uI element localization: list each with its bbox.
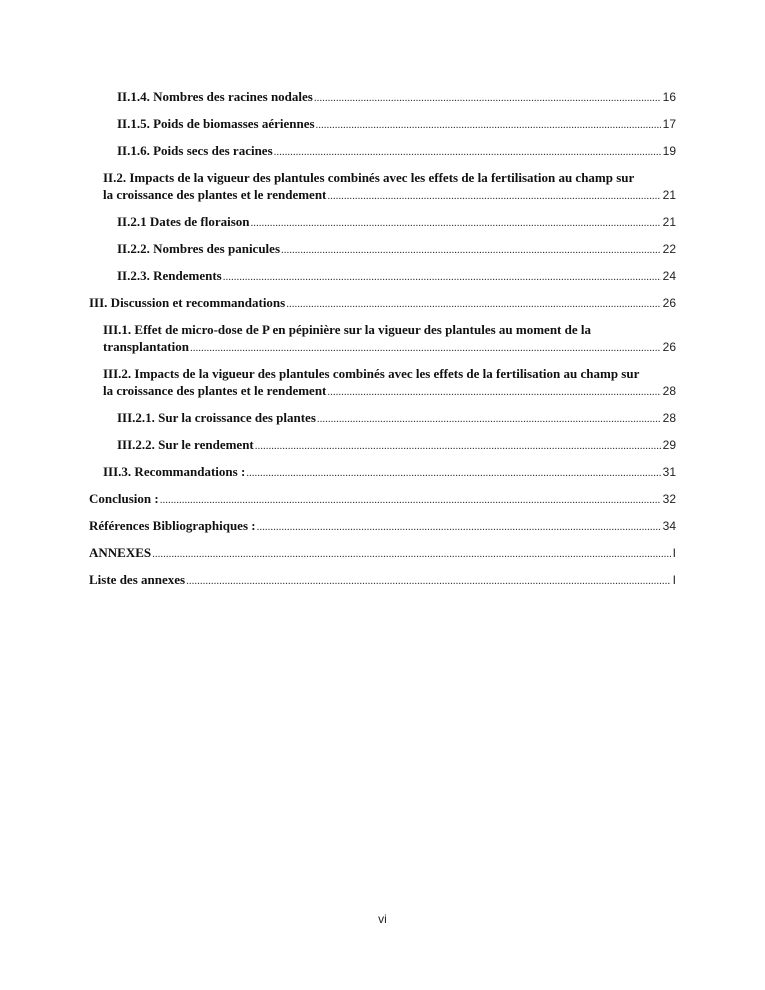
toc-entry[interactable] [89,436,676,455]
dot-leader [160,492,661,509]
toc-entry[interactable] [89,88,676,107]
dot-leader [317,411,661,428]
toc-entry-title: Conclusion : [89,491,159,506]
toc-entry-page: 26 [662,296,676,310]
toc-entry-page: 31 [662,465,676,479]
toc-entry-title: II.1.6. Poids secs des racines [117,143,273,158]
toc-entry[interactable] [89,240,676,259]
toc-entry-title: II.1.5. Poids de biomasses aériennes [117,116,315,131]
toc-entry-title: III.3. Recommandations : [103,464,246,479]
toc-entry-title: Liste des annexes [89,572,186,587]
toc-entry[interactable] [89,490,676,509]
toc-entry-page: 22 [662,242,676,256]
toc-entry-title: II.2.1 Dates de floraison [117,214,250,229]
toc-entry-page: 21 [662,188,676,202]
dot-leader [190,340,661,357]
dot-leader [286,296,660,313]
dot-leader [251,215,661,232]
dot-leader [327,384,660,401]
toc-entry-page: 28 [662,411,676,425]
toc-entry-title: II.2. Impacts de la vigueur des plantules combinés avec les effets de la fertilisation au champ sur [103,170,635,185]
dot-leader [274,144,661,161]
toc-entry-page: 32 [662,492,676,506]
dot-leader [257,519,661,536]
toc-entry[interactable] [89,294,676,313]
toc-entry[interactable] [89,571,676,590]
toc-entry[interactable] [89,169,676,205]
toc-entry[interactable] [89,142,676,161]
toc-entry-page: 19 [662,144,676,158]
toc-entry-title: III.2.1. Sur la croissance des plantes [117,410,316,425]
toc-entry-page: I [672,573,676,587]
toc-entry-title: III. Discussion et recommandations [89,295,286,310]
toc-entry-page: I [672,546,676,560]
toc-entry-title: III.2.2. Sur le rendement [117,437,254,452]
toc-entry[interactable] [89,544,676,563]
dot-leader [316,117,661,134]
toc-entry[interactable] [89,321,676,357]
toc-entry-title: III.1. Effet de micro-dose de P en pépinière sur la vigueur des plantules au moment de la [103,322,591,337]
dot-leader [186,573,671,590]
toc-entry-title-continued: la croissance des plantes et le rendement [103,383,327,398]
toc-entry-page: 17 [662,117,676,131]
toc-entry-page: 26 [662,340,676,354]
dot-leader [327,188,660,205]
toc-entry-title: ANNEXES [89,545,152,560]
toc-entry-title: II.2.3. Rendements [117,268,222,283]
toc-entry[interactable] [89,115,676,134]
toc-entry-title: II.2.2. Nombres des panicules [117,241,281,256]
page-number: vi [378,912,387,926]
toc-entry-page: 29 [662,438,676,452]
dot-leader [152,546,671,563]
toc-entry-page: 24 [662,269,676,283]
toc-entry-title: II.1.4. Nombres des racines nodales [117,89,313,104]
toc-entry-page: 21 [662,215,676,229]
toc-entry[interactable] [89,213,676,232]
toc-entry-title: III.2. Impacts de la vigueur des plantules combinés avec les effets de la fertilisation au champ sur [103,366,640,381]
toc-entry-title: Références Bibliographiques : [89,518,256,533]
toc-entry[interactable] [89,267,676,286]
dot-leader [255,438,661,455]
toc-entry-page: 16 [662,90,676,104]
toc-entry-page: 34 [662,519,676,533]
toc-entry-title-continued: transplantation [103,339,189,354]
table-of-contents [89,88,676,598]
toc-entry-title-continued: la croissance des plantes et le rendement [103,187,327,202]
dot-leader [246,465,660,482]
toc-entry[interactable] [89,365,676,401]
toc-entry-page: 28 [662,384,676,398]
dot-leader [314,90,661,107]
toc-entry[interactable] [89,463,676,482]
dot-leader [223,269,661,286]
toc-entry[interactable] [89,517,676,536]
toc-entry[interactable] [89,409,676,428]
dot-leader [281,242,661,259]
